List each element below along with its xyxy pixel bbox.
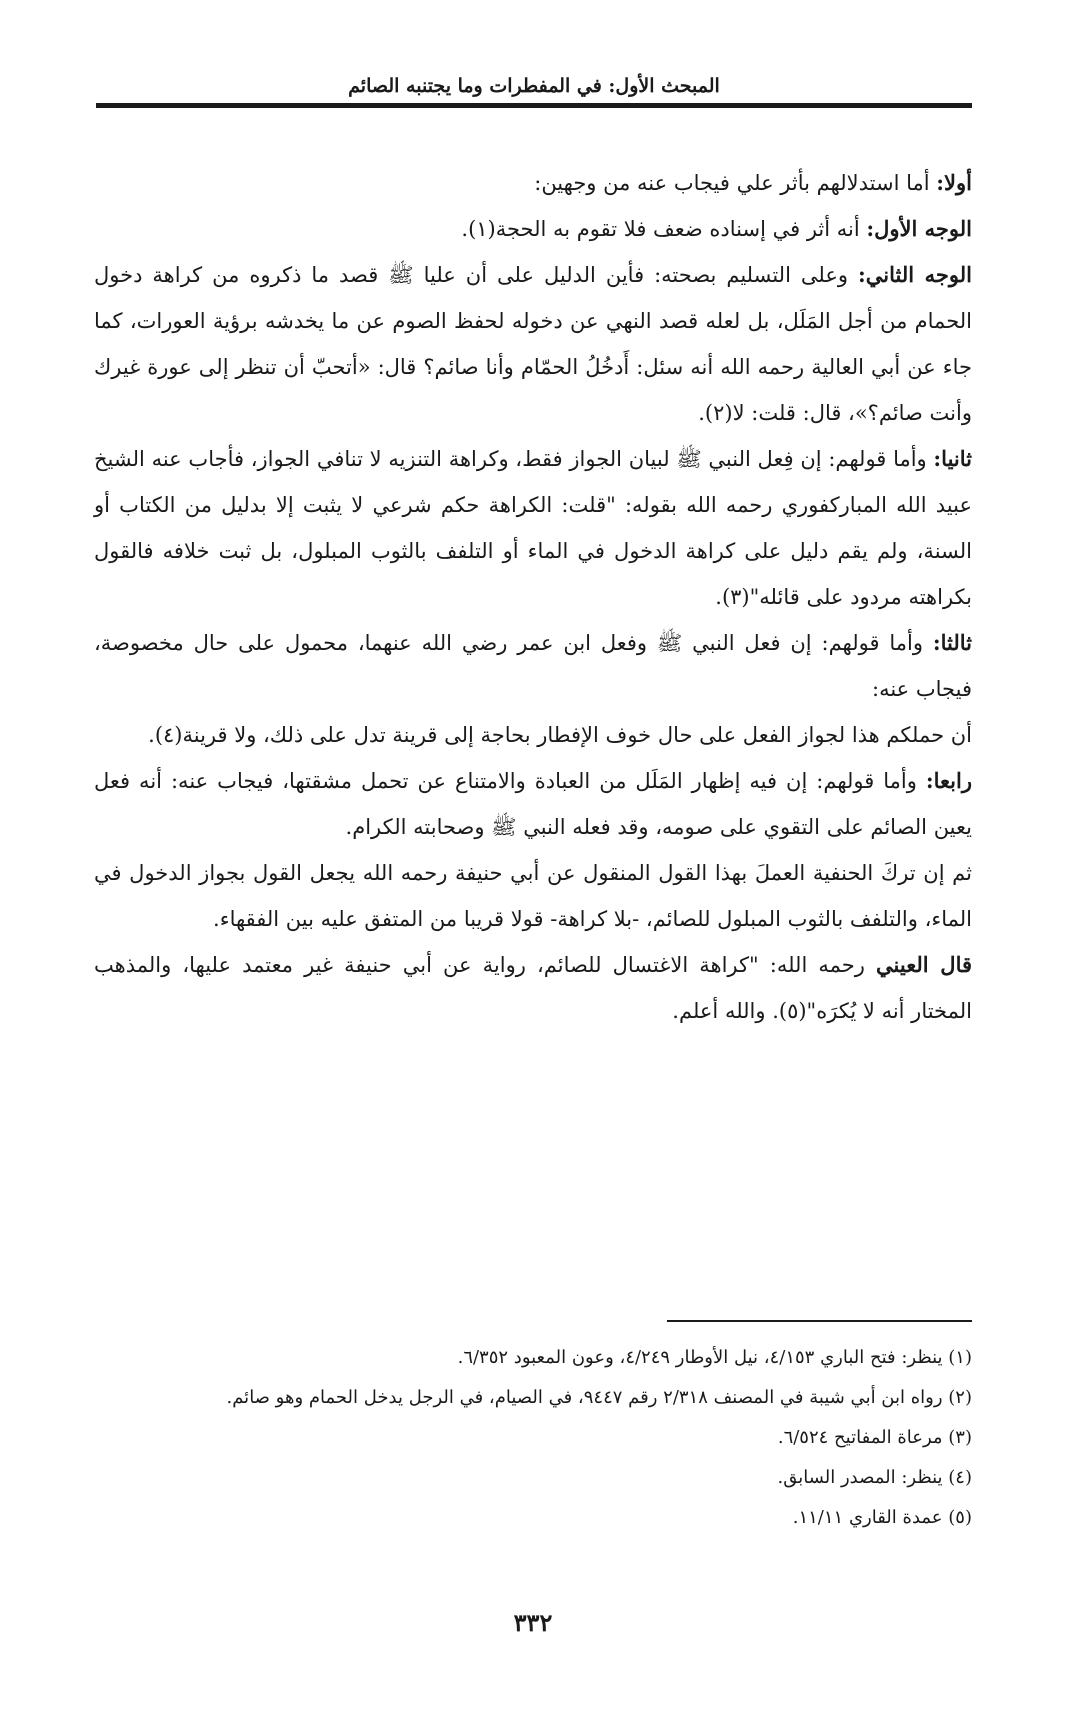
paragraph-lead: أولا: xyxy=(936,170,972,195)
paragraph-lead: ثانيا: xyxy=(933,446,972,471)
paragraph xyxy=(94,160,972,206)
paragraph-text: رحمه الله: "كراهة الاغتسال للصائم، رواية عن أبي حنيفة غير معتمد عليها، والمذهب المختار أنه لا يُكرَه"(٥). والله أعلم. xyxy=(94,953,972,1023)
header-divider xyxy=(96,103,972,108)
page-number: ٣٣٢ xyxy=(513,1608,553,1637)
paragraph xyxy=(94,712,972,758)
paragraph-lead: الوجه الأول: xyxy=(866,216,972,241)
paragraph-lead: الوجه الثاني: xyxy=(858,262,972,287)
paragraph-lead: ثالثا: xyxy=(932,630,972,655)
paragraph xyxy=(94,758,972,850)
paragraph xyxy=(94,850,972,942)
footnote: (٢) رواه ابن أبي شيبة في المصنف ٢/٣١٨ رقم ٩٤٤٧، في الصيام، في الرجل يدخل الحمام وهو صائم. xyxy=(226,1387,972,1408)
running-header: المبحث الأول: في المفطرات وما يجتنبه الصائم xyxy=(348,75,720,97)
paragraph-lead: رابعا: xyxy=(925,768,972,793)
paragraph-text: أما استدلالهم بأثر علي فيجاب عنه من وجهين: xyxy=(534,171,937,195)
paragraph-lead: قال العيني xyxy=(876,952,973,977)
paragraph xyxy=(94,206,972,252)
paragraph-text: وعلى التسليم بصحته: فأين الدليل على أن عليا ﷺ قصد ما ذكروه من كراهة دخول الحمام من أجل المَلَل، بل لعله قصد النهي عن دخوله لحفظ الصوم عن ما يخدشه برؤية العورات، كما جاء عن أبي العالية رحمه الله أنه سئل: أَدخُلُ الحمّام وأنا صائم؟ قال: «أتحبّ أن تنظر إلى عورة غيرك وأنت صائم؟»، قال: قلت: لا(٢). xyxy=(94,263,972,425)
footnote: (٥) عمدة القاري ١١/١١. xyxy=(792,1507,972,1528)
paragraph xyxy=(94,252,972,436)
main-text xyxy=(94,160,972,1034)
paragraph xyxy=(94,436,972,620)
footnote-divider xyxy=(667,1320,972,1322)
paragraph-text: أن حملكم هذا لجواز الفعل على حال خوف الإفطار بحاجة إلى قرينة تدل على ذلك، ولا قرينة(٤). xyxy=(148,723,972,747)
paragraph-text: وأما قولهم: إن فعل النبي ﷺ وفعل ابن عمر رضي الله عنهما، محمول على حال مخصوصة، فيجاب عنه: xyxy=(94,631,972,701)
paragraph xyxy=(94,942,972,1034)
footnote: (١) ينظر: فتح الباري ٤/١٥٣، نيل الأوطار ٤/٢٤٩، وعون المعبود ٦/٣٥٢. xyxy=(457,1347,972,1368)
footnote: (٤) ينظر: المصدر السابق. xyxy=(777,1467,972,1488)
paragraph-text: وأما قولهم: إن فيه إظهار المَلَل من العبادة والامتناع عن تحمل مشقتها، فيجاب عنه: أنه فعل يعين الصائم على التقوي على صومه، وقد فعله النبي ﷺ وصحابته الكرام. xyxy=(94,769,972,839)
paragraph xyxy=(94,620,972,712)
paragraph-text: وأما قولهم: إن فِعل النبي ﷺ لبيان الجواز فقط، وكراهة التنزيه لا تنافي الجواز، فأجاب عنه الشيخ عبيد الله المباركفوري رحمه الله بقوله: "قلت: الكراهة حكم شرعي لا يثبت إلا بدليل من الكتاب أو السنة، ولم يقم دليل على كراهة الدخول في الماء أو التلفف بالثوب المبلول، بل ثبت خلافه فالقول بكراهته مردود على قائله"(٣). xyxy=(94,447,972,609)
footnote: (٣) مرعاة المفاتيح ٦/٥٢٤. xyxy=(777,1427,972,1448)
paragraph-text: أنه أثر في إسناده ضعف فلا تقوم به الحجة(١). xyxy=(461,217,867,241)
footnotes xyxy=(94,1338,972,1538)
paragraph-text: ثم إن تركَ الحنفية العملَ بهذا القول المنقول عن أبي حنيفة رحمه الله يجعل القول بجواز الدخول في الماء، والتلفف بالثوب المبلول للصائم، -بلا كراهة- قولا قريبا من المتفق عليه بين الفقهاء. xyxy=(94,861,972,931)
